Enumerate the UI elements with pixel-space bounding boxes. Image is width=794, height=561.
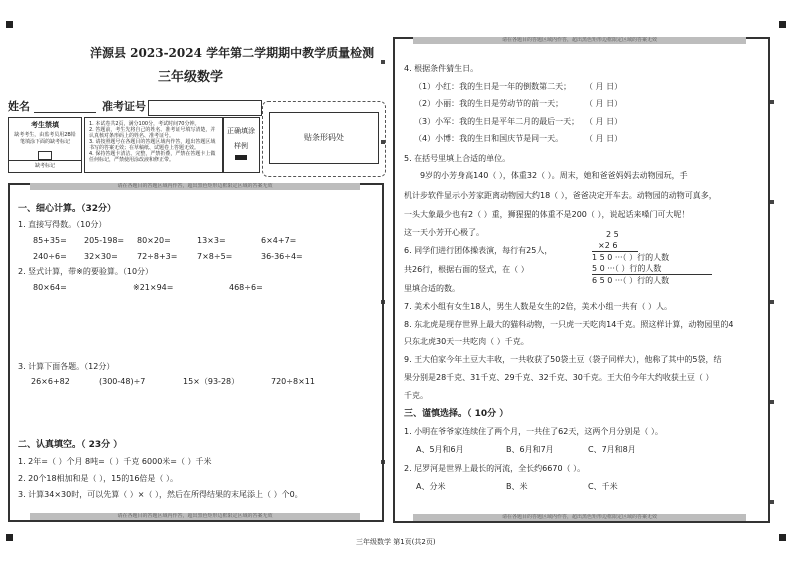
- q4-item-1: （1）小红：我的生日是一年的倒数第二天；: [414, 82, 572, 91]
- q6-line-3: 里填合适的数。: [404, 284, 460, 293]
- filled-mark-sample: [235, 155, 247, 160]
- vm-row-2: ×2 6: [592, 240, 638, 252]
- choice-q1-option-c[interactable]: C、7月和8月: [588, 445, 636, 454]
- rules-box: [84, 117, 224, 173]
- alignment-dot: [770, 100, 774, 104]
- vertical-calc-3: 468÷6=: [229, 283, 263, 292]
- q4-item-4: （4）小博：我的生日和国庆节是同一天。: [414, 134, 564, 143]
- alignment-dot: [770, 200, 774, 204]
- id-label: 准考证号: [102, 100, 146, 113]
- rule-2: 2. 答题前，考生先将自己的姓名、准考证号填写清楚，并认真核对条形码上的姓名、准考证号。: [89, 127, 216, 139]
- q6-line-2: 共26行，根据右面的竖式，在（ ）: [404, 265, 529, 274]
- page-footer: 三年级数学 第1页(共2页): [356, 538, 436, 546]
- calc-r1-c4: 13×3=: [197, 236, 226, 245]
- calc-r1-c5: 6×4+7=: [261, 236, 297, 245]
- fill-example-box: [222, 117, 260, 173]
- corner-marker: [779, 534, 786, 541]
- mixed-calc-1: 26×6+82: [31, 377, 70, 386]
- barcode-label: 贴条形码处: [304, 133, 344, 142]
- q5-line-3: 一头大象最少也有2（ ）重，狮猩猩的体重不是200（ ），说起话来嗓门可大呢！: [404, 210, 690, 219]
- calc-r1-c2: 205-198=: [84, 236, 125, 245]
- q4-answer-2: （ 月 日）: [585, 99, 623, 108]
- vm-row-4: 5 0 ···（ ）行的人数: [592, 263, 712, 275]
- q8-line-2: 只东北虎30天一共吃肉（ ）千克。: [404, 337, 529, 346]
- barcode-area: [262, 101, 386, 177]
- q4-item-3: （3）小军：我的生日是平年二月的最后一天；: [414, 117, 580, 126]
- q1-label: 1. 直接写得数。（10分）: [18, 220, 107, 229]
- q4-answer-3: （ 月 日）: [585, 117, 623, 126]
- region-banner: 请在各题目的答题区域内作答，超出黑色矩形边框限定区域的答案无效: [413, 514, 746, 521]
- calc-r1-c3: 80×20=: [137, 236, 171, 245]
- section2-heading: 二、认真填空。（ 23分 ）: [18, 440, 123, 450]
- q9-line-3: 千克。: [404, 391, 428, 400]
- vm-row-3: 1 5 0 ···（ ）行的人数: [592, 253, 670, 262]
- calc-r2-c5: 36-36÷4=: [261, 252, 303, 261]
- q6-line-1: 6. 同学们进行团体操表演，每行有25人，: [404, 246, 553, 255]
- calc-r2-c1: 240÷6=: [33, 252, 67, 261]
- corner-marker: [6, 534, 13, 541]
- calc-r1-c1: 85+35=: [33, 236, 67, 245]
- q5-line-1: 9岁的小芳身高140（ ），体重32（ ）。周末，她和爸爸妈妈去动物园玩，手: [420, 171, 688, 180]
- fill-example-sub: 样例: [234, 142, 248, 150]
- fill-example-label: 正确填涂: [227, 127, 255, 135]
- calc-r2-c4: 7×8÷5=: [197, 252, 233, 261]
- fill-q1: 1. 2年=（ ）个月 8吨=（ ）千克 6000米=（ ）千米: [18, 457, 212, 466]
- alignment-dot: [381, 60, 385, 64]
- corner-marker: [6, 21, 13, 28]
- alignment-dot: [770, 500, 774, 504]
- exam-subject: 三年级数学: [158, 70, 224, 85]
- section3-heading: 三、谨慎选择。（ 10分 ）: [404, 409, 509, 419]
- q5-label: 5. 在括号里填上合适的单位。: [404, 154, 511, 163]
- q4-label: 4. 根据条件猜生日。: [404, 64, 479, 73]
- choice-q2-option-a[interactable]: A、分米: [416, 482, 446, 491]
- choice-q2-option-c[interactable]: C、千米: [588, 482, 618, 491]
- exam-title: 洋源县 2023-2024 学年第二学期期中教学质量检测: [90, 46, 375, 60]
- mixed-calc-4: 720÷8×11: [271, 377, 315, 386]
- q2-label: 2. 竖式计算，带※的要验算。（10分）: [18, 267, 154, 276]
- region-banner: 请在各题目的答题区域内作答，超出黑色矩形边框限定区域的答案无效: [30, 513, 360, 520]
- id-field[interactable]: [148, 100, 262, 116]
- mixed-calc-2: (300-48)÷7: [99, 377, 146, 386]
- fill-q2: 2. 20个18相加和是（ ），15的16倍是（ ）。: [18, 474, 178, 483]
- alignment-dot: [770, 400, 774, 404]
- alignment-dot: [770, 300, 774, 304]
- choice-q2: 2. 尼罗河是世界上最长的河流，全长约6670（ ）。: [404, 464, 586, 473]
- vertical-calc-1: 80×64=: [33, 283, 67, 292]
- notice-body: 缺考考生，由监考员用2B铅笔填涂下面的缺考标记: [14, 132, 76, 145]
- q4-answer-4: （ 月 日）: [585, 134, 623, 143]
- q3-label: 3. 计算下面各题。（12分）: [18, 362, 115, 371]
- q4-item-2: （2）小丽：我的生日是劳动节的前一天；: [414, 99, 564, 108]
- vertical-multiplication: [592, 229, 712, 286]
- q8-line-1: 8. 东北虎是现存世界上最大的猫科动物，一只虎一天吃肉14千克。照这样计算，动物园里的4: [404, 320, 734, 329]
- absent-checkbox[interactable]: [38, 151, 52, 160]
- rule-4: 4. 保持答题卡清洁、完整，严禁折叠，严禁在答题卡上做任何标记，严禁使用涂改液和修正带。: [89, 151, 216, 163]
- rule-3: 3. 请按照题号在各题目的答题区域内作答，超出答题区域书写的答案无效；在草稿纸、试题卷上答题无效。: [89, 139, 216, 151]
- q7: 7. 美术小组有女生18人，男生人数是女生的2倍，美术小组一共有（ ）人。: [404, 302, 672, 311]
- calc-r2-c2: 32×30=: [84, 252, 118, 261]
- q5-line-2: 机计步软件显示小芳家距离动物园大约18（ ），爸爸决定开车去。动物园的动物可真多，: [404, 191, 717, 200]
- vm-row-5: 6 5 0 ···（ ）行的人数: [592, 276, 670, 285]
- rule-1: 1. 本试卷共2页，满分100分，考试时间70分钟。: [89, 121, 200, 127]
- choice-q2-option-b[interactable]: B、米: [506, 482, 528, 491]
- region-banner: 请在各题目的答题区域内作答，超出黑色矩形边框限定区域的答案无效: [30, 183, 360, 190]
- absent-label-box: [8, 160, 82, 173]
- corner-marker: [779, 21, 786, 28]
- q5-line-4: 这一天小芳开心极了。: [404, 228, 484, 237]
- vertical-calc-2: ※21×94=: [133, 283, 174, 292]
- left-answer-region: [8, 183, 384, 522]
- choice-q1: 1. 小明在爷爷家连续住了两个月，一共住了62天，这两个月分别是（ ）。: [404, 427, 663, 436]
- choice-q1-option-a[interactable]: A、5月和6月: [416, 445, 464, 454]
- region-banner: 请在各题目的答题区域内作答，超出黑色矩形边框限定区域的答案无效: [413, 37, 746, 44]
- section1-heading: 一、细心计算。（32分）: [18, 204, 117, 214]
- choice-q1-option-b[interactable]: B、6月和7月: [506, 445, 554, 454]
- notice-title: 考生禁填: [31, 121, 59, 129]
- q4-answer-1: （ 月 日）: [585, 82, 623, 91]
- absent-label: 缺考标记: [34, 163, 55, 169]
- fill-q3: 3. 计算34×30时，可以先算（ ）×（ ），然后在所得结果的末尾添上（ ）个0。: [18, 490, 303, 499]
- mixed-calc-3: 15×（93-28）: [183, 377, 240, 386]
- vm-row-1: 2 5: [606, 230, 619, 239]
- name-label: 姓名: [8, 100, 30, 113]
- name-field[interactable]: [34, 112, 96, 113]
- calc-r2-c3: 72÷8+3=: [137, 252, 178, 261]
- q9-line-2: 果分别是28千克、31千克、29千克、32千克、30千克。王大伯今年大约收获土豆（ ）: [404, 373, 714, 382]
- q9-line-1: 9. 王大伯家今年土豆大丰收，一共收获了50袋土豆（袋子同样大），他称了其中的5袋，结: [404, 355, 722, 364]
